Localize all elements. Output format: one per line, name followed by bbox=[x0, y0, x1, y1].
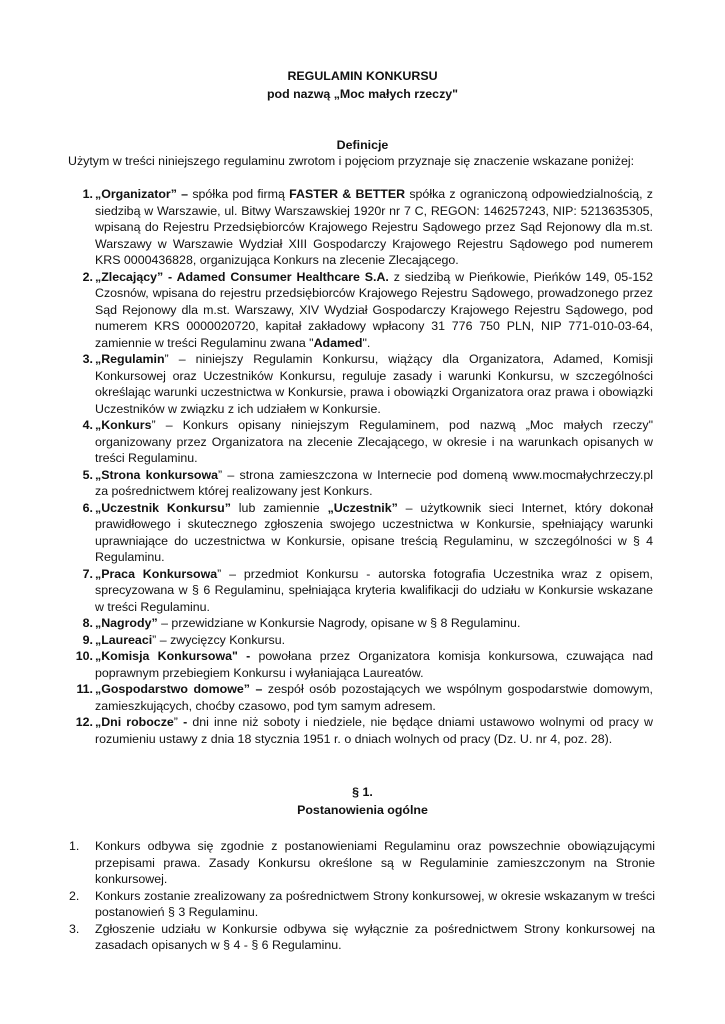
definition-term: „Konkurs bbox=[95, 418, 152, 432]
definition-text: ” – strona zamieszczona w Internecie pod domeną www.mocmałychrzeczy.pl za pośrednictwem której realizowany jest Konkurs. bbox=[95, 467, 653, 498]
definition-term: „Regulamin bbox=[95, 352, 165, 366]
definition-text: ” bbox=[173, 715, 184, 729]
item-number: 3. bbox=[82, 352, 93, 366]
definition-text: zespół osób pozostających we wspólnym gospodarstwie domowym, zamieszkujących, choćby czasowo, pod tym samym adresem. bbox=[95, 682, 653, 713]
definition-strong: - bbox=[183, 715, 188, 729]
definition-text: ” – przedmiot Konkursu - autorska fotografia Uczestnika wraz z opisem, sprecyzowana w § 6 Regulaminu, spełniająca kryteria kwalifikacji do udziału w Konkursie wskazane w treści Regulaminu. bbox=[95, 566, 653, 614]
definition-item bbox=[82, 615, 653, 632]
item-text: Konkurs odbywa się zgodnie z postanowieniami Regulaminu oraz powszechnie obowiązującymi przepisami prawa. Zasady Konkursu określone są w Regulaminie zamieszczonym na Stronie konkursowej. bbox=[95, 839, 655, 886]
item-number: 6. bbox=[82, 500, 93, 515]
definition-item bbox=[82, 269, 653, 352]
definition-item bbox=[82, 186, 653, 269]
definition-text: ” – niniejszy Regulamin Konkursu, wiążący dla Organizatora, Adamed, Komisji Konkursowej oraz Uczestników Konkursu, reguluje zasady i warunki Konkursu, w szczególności określając warunki uczestnictwa w Konkursie, prawa i obowiązki Organizatora oraz prawa i obowiązki Uczestników w związku z ich udziałem w Konkursie. bbox=[95, 352, 653, 416]
definition-item bbox=[76, 681, 653, 714]
item-text: Konkurs zostanie zrealizowany za pośrednictwem Strony konkursowej, w okresie wskazanym w treści postanowień § 3 Regulaminu. bbox=[95, 888, 655, 919]
definition-term: „Strona konkursowa bbox=[95, 467, 218, 482]
item-number: 9. bbox=[82, 632, 93, 647]
definition-text: ” – zwycięzcy Konkursu. bbox=[152, 632, 286, 647]
item-number: 2. bbox=[69, 888, 80, 903]
definition-text: dni inne niż soboty i niedziele, nie będące dniami ustawowo wolnymi od pracy w rozumieniu ustawy z dnia 18 stycznia 1951 r. o dniach wolnych od pracy (Dz. U. nr 4, poz. 28). bbox=[95, 715, 653, 746]
item-number: 10. bbox=[75, 649, 93, 663]
definition-term: „Komisja Konkursowa" - bbox=[95, 649, 251, 663]
list-item bbox=[69, 838, 655, 888]
document-subtitle: pod nazwą „Moc małych rzeczy" bbox=[266, 87, 459, 101]
section-heading: Postanowienia ogólne bbox=[297, 803, 428, 817]
definition-item bbox=[82, 417, 653, 467]
definition-item bbox=[75, 714, 653, 747]
definition-text: z siedzibą w Pieńkowie, Pieńków 149, 05-152 Czosnów, wpisana do rejestru przedsiębiorców Krajowego Rejestru Sądowego, prowadzonego przez Sąd Rejonowy dla m.st. Warszawy, XIV Wydział Gospodarczy Krajowego Rejestru Sądowego, pod numerem KRS 0000020720, kapitał zakładowy wpłacony 31 776 750 PLN, NIP 771-010-03-64, zamiennie w treści Regulaminu zwana " bbox=[95, 269, 653, 350]
definition-term: „Laureaci bbox=[95, 632, 153, 647]
item-number: 5. bbox=[82, 467, 93, 482]
section-1-list bbox=[69, 838, 655, 954]
definition-term: „Praca Konkursowa bbox=[95, 566, 218, 581]
definition-text: lub zamiennie bbox=[230, 500, 328, 515]
definition-strong: „Uczestnik” bbox=[327, 500, 398, 515]
definition-term: „Nagrody” bbox=[95, 616, 158, 630]
definition-item bbox=[82, 467, 653, 500]
item-number: 1. bbox=[69, 839, 80, 853]
definition-term: „Uczestnik Konkursu” bbox=[95, 500, 231, 515]
item-number: 12. bbox=[75, 715, 93, 729]
item-number: 4. bbox=[82, 418, 93, 432]
definition-item bbox=[82, 351, 653, 417]
definition-term: „Organizator” – bbox=[95, 187, 189, 201]
definition-term: „Gospodarstwo domowe” – bbox=[95, 682, 263, 696]
definitions-intro: Użytym w treści niniejszego regulaminu zwrotom i pojęciom przyznaje się znaczenie wskazane poniżej: bbox=[68, 154, 635, 168]
item-number: 1. bbox=[82, 187, 93, 201]
item-text: Zgłoszenie udziału w Konkursie odbywa się wyłącznie za pośrednictwem Strony konkursowej na zasadach opisanych w § 4 - § 6 Regulaminu. bbox=[95, 921, 655, 952]
definition-strong: Adamed bbox=[313, 335, 363, 350]
list-item bbox=[69, 921, 655, 954]
item-number: 2. bbox=[82, 269, 93, 284]
definition-term: „Zlecający” - Adamed Consumer Healthcare S.A. bbox=[95, 269, 389, 284]
item-number: 7. bbox=[82, 566, 93, 581]
definition-item bbox=[82, 566, 653, 616]
definition-text: ". bbox=[362, 335, 371, 350]
item-number: 3. bbox=[69, 921, 80, 936]
definition-item bbox=[82, 632, 653, 649]
list-item bbox=[69, 888, 655, 921]
definition-strong: FASTER & BETTER bbox=[289, 187, 406, 201]
definition-text: – przewidziane w Konkursie Nagrody, opisane w § 8 Regulaminu. bbox=[157, 616, 521, 630]
definition-item bbox=[75, 648, 654, 681]
definition-term: „Dni robocze bbox=[95, 715, 174, 729]
item-number: 8. bbox=[82, 616, 93, 630]
section-mark: § 1. bbox=[352, 785, 373, 799]
definition-text: powołana przez Organizatora komisja konkursowa, czuwająca nad poprawnym przebiegiem Konkursu i wyłaniająca Laureatów. bbox=[95, 649, 654, 680]
document-title: REGULAMIN KONKURSU bbox=[287, 69, 438, 83]
definition-text: spółka pod firmą bbox=[188, 187, 290, 201]
definition-text: – użytkownik sieci Internet, który dokonał prawidłowego i skutecznego zgłoszenia swojego uczestnictwa w Konkursie, spełniający warunki uprawniające do uczestnictwa w Konkursie, opisane treścią Regulaminu, w szczególności w § 4 Regulaminu. bbox=[95, 500, 653, 564]
definition-text: ” – Konkurs opisany niniejszym Regulaminem, pod nazwą „Moc małych rzeczy" organizowany przez Organizatora na zlecenie Zlecającego, w okresie i na warunkach opisanych w treści Regulaminu. bbox=[95, 418, 653, 465]
definitions-list bbox=[75, 186, 654, 747]
definition-item bbox=[82, 500, 653, 566]
item-number: 11. bbox=[76, 682, 93, 696]
definition-text: spółka z ograniczoną odpowiedzialnością, z siedzibą w Warszawie, ul. Bitwy Warszawskiej 1920r nr 7 C, REGON: 146257243, NIP: 5213635305, wpisaną do Rejestru Przedsiębiorców Krajowego Rejestru Sądowego przez Sąd Rejonowy dla m.st. Warszawy w Warszawie Wydział XIII Gospodarczy Krajowego Rejestru Sądowego pod numerem KRS 0000436828, organizująca Konkurs na zlecenie Zlecającego. bbox=[95, 187, 653, 267]
definitions-heading: Definicje bbox=[336, 138, 389, 152]
